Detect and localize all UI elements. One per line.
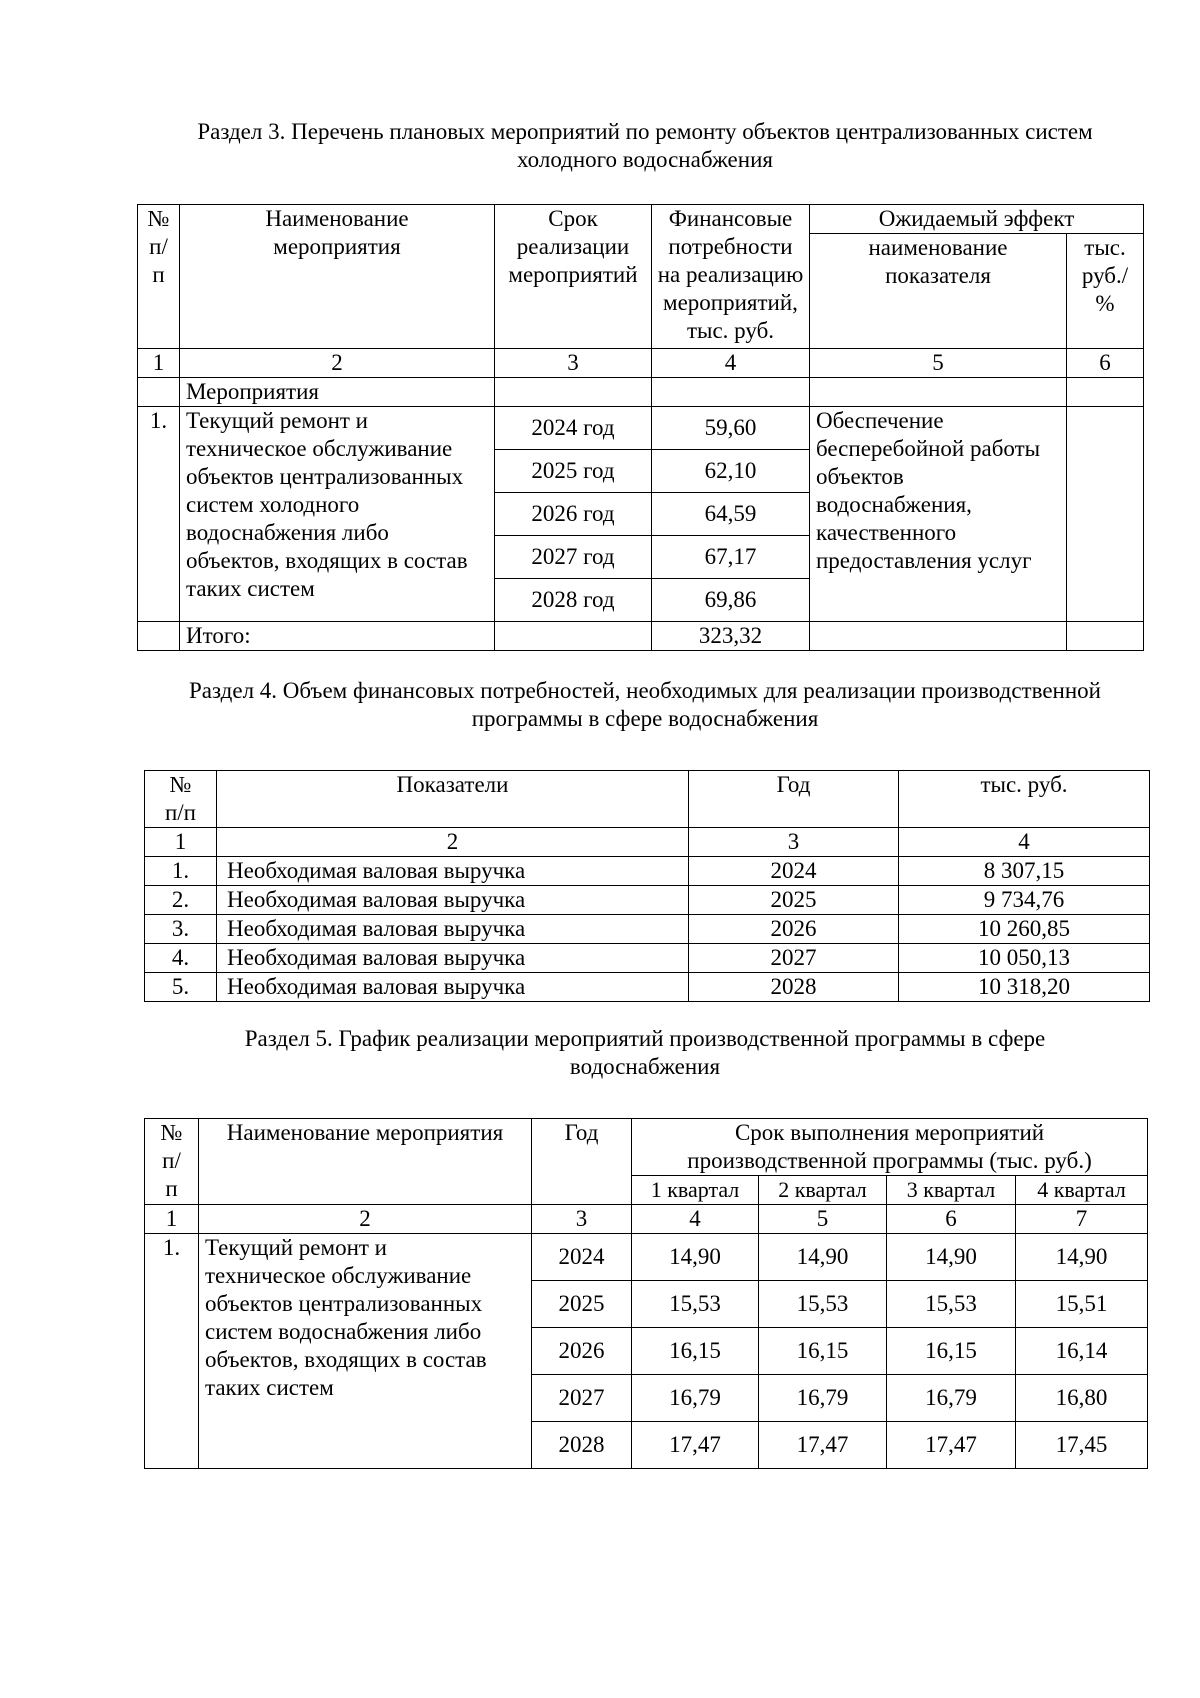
- section3-title-line1: Раздел 3. Перечень плановых мероприятий по ремонту объектов централизованных систем: [197, 119, 1093, 144]
- section5-table: [144, 1118, 1148, 1469]
- row-name: Текущий ремонт и техническое обслуживание объектов централизованных систем водоснабжения либо объектов, входящих в состав таких систем: [199, 1234, 532, 1469]
- header-schedule: Срок выполнения мероприятий производственной программы (тыс. руб.): [632, 1119, 1148, 1176]
- header-num: № п/ п: [145, 1119, 199, 1205]
- table-row: 2. Необходимая валовая выручка 2025 9 734,76: [145, 886, 1150, 915]
- group-row: [138, 378, 1144, 407]
- row-units: [1067, 407, 1144, 622]
- column-numbers-row: 1 2 3 4 5 6: [138, 349, 1144, 378]
- column-numbers-row: 1 2 3 4: [145, 828, 1150, 857]
- section3-title: [150, 118, 1140, 174]
- row-effect: Обеспечение бесперебойной работы объектов водоснабжения, качественного предоставления услуг: [810, 407, 1067, 622]
- table-row: 2026 год 64,59: [138, 493, 1144, 536]
- header-name: Наименование мероприятия: [199, 1119, 532, 1205]
- table-row: 2028 17,47 17,47 17,47 17,45: [145, 1422, 1148, 1469]
- header-amount: тыс. руб.: [899, 771, 1150, 828]
- column-numbers-row: 1 2 3 4 5 6 7: [145, 1205, 1148, 1234]
- header-num: № п/п: [145, 771, 217, 828]
- section4-title: [150, 677, 1140, 733]
- table-row: 5. Необходимая валовая выручка 2028 10 318,20: [145, 973, 1150, 1002]
- section5-title-line2: водоснабжения: [569, 1054, 721, 1079]
- row-num: 1.: [138, 407, 180, 622]
- header-units: тыс. руб./ %: [1067, 234, 1144, 349]
- header-name: Наименование мероприятия: [180, 205, 495, 349]
- header-year: Год: [532, 1119, 632, 1205]
- section3-title-line2: холодного водоснабжения: [517, 147, 773, 172]
- header-effect: Ожидаемый эффект: [810, 205, 1144, 234]
- header-term: Срок реализации мероприятий: [495, 205, 652, 349]
- table-row: 2025 год 62,10: [138, 450, 1144, 493]
- section3-table: [137, 204, 1144, 651]
- table-row: 4. Необходимая валовая выручка 2027 10 050,13: [145, 944, 1150, 973]
- section4-table: [144, 770, 1150, 1002]
- row-year: 2024 год: [495, 407, 652, 450]
- header-finance: Финансовые потребности на реализацию мероприятий, тыс. руб.: [652, 205, 810, 349]
- table-row: 2028 год 69,86: [138, 579, 1144, 622]
- table-row: 2026 16,15 16,15 16,15 16,14: [145, 1328, 1148, 1375]
- table-row: 3. Необходимая валовая выручка 2026 10 260,85: [145, 915, 1150, 944]
- total-row: [138, 622, 1144, 651]
- table-row: [138, 407, 1144, 450]
- section4-title-line1: Раздел 4. Объем финансовых потребностей, необходимых для реализации производственной: [189, 678, 1101, 703]
- table-row: 2027 год 67,17: [138, 536, 1144, 579]
- header-year: Год: [689, 771, 899, 828]
- header-indicators: Показатели: [217, 771, 689, 828]
- header-indicator: наименование показателя: [810, 234, 1067, 349]
- row-num: 1.: [145, 1234, 199, 1469]
- table-row: 2027 16,79 16,79 16,79 16,80: [145, 1375, 1148, 1422]
- section5-title-line1: Раздел 5. График реализации мероприятий производственной программы в сфере: [244, 1026, 1046, 1051]
- total-label: Итого:: [180, 622, 495, 651]
- section4-title-line2: программы в сфере водоснабжения: [471, 706, 819, 731]
- row-name: Текущий ремонт и техническое обслуживание объектов централизованных систем холодного водоснабжения либо объектов, входящих в состав таких систем: [180, 407, 495, 622]
- row-value: 59,60: [652, 407, 810, 450]
- table-row: 1. Необходимая валовая выручка 2024 8 307,15: [145, 857, 1150, 886]
- header-q2: 2 квартал: [759, 1176, 887, 1205]
- table-row: 2025 15,53 15,53 15,53 15,51: [145, 1281, 1148, 1328]
- header-q3: 3 квартал: [887, 1176, 1016, 1205]
- header-num: № п/ п: [138, 205, 180, 349]
- section5-title: [150, 1025, 1140, 1081]
- header-row: [145, 771, 1150, 828]
- table-row: 1. Текущий ремонт и техническое обслуживание объектов централизованных систем водоснабжения либо объектов, входящих в состав таких систем 2024 14,90 14,90 14,90 14,90: [145, 1234, 1148, 1281]
- header-q4: 4 квартал: [1016, 1176, 1148, 1205]
- header-q1: 1 квартал: [632, 1176, 759, 1205]
- group-label: Мероприятия: [180, 378, 495, 407]
- total-value: 323,32: [652, 622, 810, 651]
